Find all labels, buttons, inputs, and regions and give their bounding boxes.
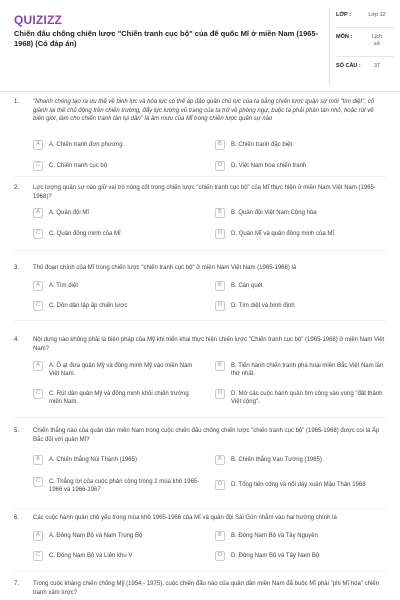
option-a[interactable] [33,282,203,291]
option-text: D. Tìm diệt và bình định [231,303,295,309]
option-a[interactable] [33,141,203,150]
option-letter: B [215,208,225,218]
question-number: 4. [14,337,20,343]
option-letter: B [215,455,225,465]
option-letter: C [33,477,43,487]
option-text: A. Ồ ạt đưa quân Mỹ và đồng minh Mỹ vào miền Nam Việt Nam. [49,363,193,378]
option-text: C. Chiến tranh cục bộ [49,163,108,169]
option-letter: D [215,229,225,239]
option-b[interactable] [215,362,385,379]
option-letter: B [215,361,225,371]
option-text: D. Mở các cuộc hành quân tìm công vào vùng "đất thánh Việt cộng". [231,391,383,406]
option-letter: A [33,361,43,371]
subject-label: MÔN : [336,33,353,40]
option-letter: D [215,551,225,561]
question-text: Thủ đoạn chính của Mĩ trong chiến lược "chiến tranh cục bộ" ở miền Nam Việt Nam (1965-1968) là [33,265,297,271]
question-divider [14,320,386,321]
count-value: 37 [373,63,381,70]
option-letter: A [33,208,43,218]
question-text: Lực lượng quân sự nào giữ vai trò nòng cốt trong chiến lược "chiến tranh cục bộ" của Mĩ thực hiện ở miền Nam Việt Nam (1965-1968)? [33,185,376,200]
option-letter: C [33,389,43,399]
option-text: C. Rút dần quân Mỹ và đồng minh khỏi chiến trường miền Nam. [49,391,189,406]
option-a[interactable] [33,209,203,218]
header-divider [329,8,330,84]
meta-divider [336,27,394,28]
question-text: Trong cuộc kháng chiến chống Mỹ (1954 - 1975), cuộc chiến đấu nào của quân dân miền Nam đã buộc Mĩ phải "phi Mĩ hóa" chiến tranh xâm lược? [33,581,379,596]
meta-class-row [336,12,394,20]
question-text: "Nhanh chóng tạo ra ưu thế về binh lực và hỏa lực có thể áp đảo quân chủ lực của ta bằng chiến lược quân sự mới "tìm diệt", cố giành lại thế chủ động trên chiến trường, đẩy lực lượng vũ trang của ta trở về phòng ngự, buộc ta phải phân tán nhỏ, hoặc rút về biên giới, làm cho chiến tranh tàn lụi dần" là âm mưu của Mĩ trong chiến lược quân sự nào [33,99,374,123]
option-d[interactable] [215,230,385,239]
option-letter: C [33,229,43,239]
class-label: LỚP : [336,12,351,18]
option-text: B. Chiến thắng Vạn Tường (1965) [231,457,322,463]
option-text: B. Quân đội Việt Nam Cộng hòa [231,210,317,216]
option-text: C. Thắng lợi của cuộc phản công trong 2 mùa khô 1965-1966 và 1966-1967 [49,479,200,494]
question-number: 1. [14,99,20,105]
question-number: 5. [14,428,20,434]
option-text: A. Quân đội Mĩ [49,210,90,216]
question-divider [14,250,386,251]
option-text: B. Đông Nam Bộ và Tây Nguyên [231,533,318,539]
option-text: A. Tìm diệt [49,283,78,289]
option-c[interactable] [33,302,203,311]
brand-logo: QUIZIZZ [14,13,63,27]
question-number: 3. [14,265,20,271]
option-b[interactable] [215,532,385,541]
option-text: A. Chiến thắng Núi Thành (1965) [49,457,137,463]
option-text: D. Việt Nam hóa chiến tranh [231,163,307,169]
option-text: B. Tiến hành chiến tranh phá hoại miền Bắc Việt Nam lần thứ nhất. [231,363,384,378]
option-d[interactable] [215,302,385,311]
subject-value: Lịch sử [371,33,383,48]
question-number: 7. [14,581,20,587]
option-letter: A [33,281,43,291]
option-letter: A [33,140,43,150]
question-text: Nội dung nào không phải là biện pháp của Mỹ khi triển khai thực hiện chiến lược "Chiến tranh cục bộ" (1965-1968) ở miền Nam Việt Nam? [33,337,385,352]
option-text: D. Đông Nam Bộ và Tây Nam Bộ [231,553,320,559]
meta-divider [336,56,394,57]
document-header [0,0,400,92]
class-value: Lớp 12 [368,12,386,18]
option-text: B. Càn quét [231,283,263,289]
option-d[interactable] [215,552,385,561]
question-divider [14,571,386,572]
option-text: D. Quân Mĩ và quân đồng minh của Mĩ [231,231,335,237]
option-c[interactable] [33,230,203,239]
question-divider [14,508,386,509]
option-d[interactable] [215,481,385,490]
option-b[interactable] [215,209,385,218]
option-letter: D [215,389,225,399]
option-a[interactable] [33,532,203,541]
option-text: B. Chiến tranh đặc biệt [231,142,293,148]
option-letter: D [215,161,225,171]
option-b[interactable] [215,456,385,465]
option-letter: A [33,531,43,541]
option-a[interactable] [33,456,203,465]
option-b[interactable] [215,141,385,150]
option-c[interactable] [33,552,203,561]
option-letter: B [215,281,225,291]
option-c[interactable] [33,478,203,495]
option-letter: B [215,531,225,541]
option-letter: D [215,301,225,311]
option-letter: C [33,161,43,171]
question-divider [14,176,386,177]
option-c[interactable] [33,162,203,171]
meta-count-row [336,63,394,71]
option-letter: D [215,480,225,490]
question-divider [14,417,386,418]
document-meta [336,12,394,78]
option-a[interactable] [33,362,203,379]
option-text: C. Đông Nam Bộ và Liên khu V [49,553,133,559]
count-label: SỐ CÂU : [336,63,361,70]
option-text: A. Đông Nam Bộ và Nam Trung Bộ [49,533,143,539]
question-text: Các cuộc hành quân chủ yếu trong mùa khô 1965-1966 của Mĩ và quân đội Sài Gòn nhằm vào hai hướng chính là [33,515,337,521]
question-number: 6. [14,515,20,521]
meta-subject-row [336,34,394,49]
option-text: A. Chiến tranh đơn phương [49,142,123,148]
option-letter: B [215,140,225,150]
question-number: 2. [14,185,20,191]
option-text: C. Dồn dân lập ấp chiến lược [49,303,128,309]
option-d[interactable] [215,390,385,407]
option-letter: C [33,301,43,311]
document-title: Chiến đấu chống chiến lược "Chiến tranh cục bộ" của đế quốc Mĩ ở miền Nam (1965-1968) (Có đáp án) [14,29,319,49]
question-text: Chiến thắng nào của quân dân miền Nam trong cuộc chiến đấu chống chiến lược "chiến tranh cục bộ" (1965-1968) được coi là Ấp Bắc đối với quân Mĩ? [33,428,380,443]
option-c[interactable] [33,390,203,407]
option-text: C. Quân đồng minh của Mĩ [49,231,121,237]
option-letter: A [33,455,43,465]
option-b[interactable] [215,282,385,291]
option-d[interactable] [215,162,385,171]
option-text: D. Tổng tiến công và nổi dậy xuân Mậu Thân 1968 [231,482,366,488]
option-letter: C [33,551,43,561]
